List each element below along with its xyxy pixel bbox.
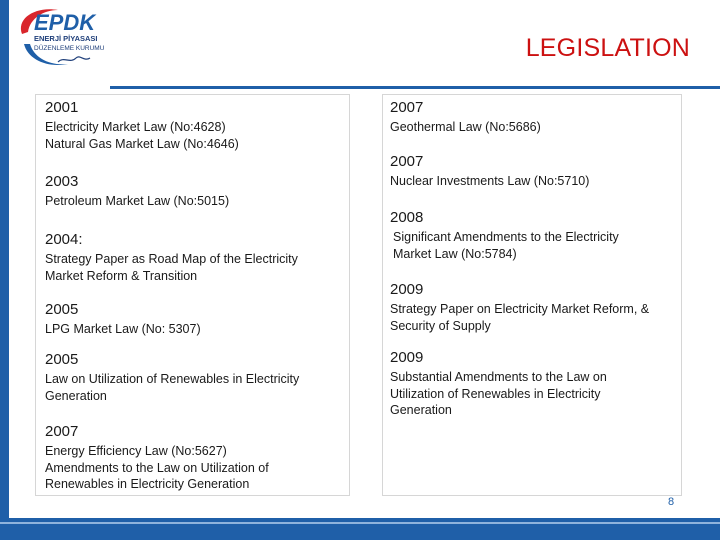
entry-year: 2009 — [390, 281, 424, 298]
entry-description: Substantial Amendments to the Law on Utilization of Renewables in Electricity Generation — [390, 370, 607, 417]
left-legislation-panel — [35, 94, 350, 496]
legislation-entry — [390, 153, 675, 190]
logo-line-1: ENERJİ PİYASASI — [34, 34, 98, 43]
entry-description: Nuclear Investments Law (No:5710) — [390, 174, 590, 188]
entry-description: Energy Efficiency Law (No:5627) Amendments to the Law on Utilization of Renewables in Electricity Generation — [45, 444, 269, 491]
legislation-entry — [45, 231, 315, 284]
footer-stripe — [0, 522, 720, 524]
entry-year: 2008 — [390, 209, 424, 226]
entry-year: 2005 — [45, 351, 79, 368]
legislation-entry — [45, 423, 289, 493]
entry-description: LPG Market Law (No: 5307) — [45, 322, 201, 336]
entry-year: 2001 — [45, 99, 79, 116]
entry-description: Significant Amendments to the Electricity Market Law (No:5784) — [393, 230, 619, 261]
legislation-entry — [390, 99, 675, 136]
left-accent-bar — [0, 0, 9, 518]
entry-description: Strategy Paper on Electricity Market Reform, & Security of Supply — [390, 302, 650, 333]
slide-title: LEGISLATION — [525, 34, 690, 62]
entry-description: Electricity Market Law (No:4628) Natural Gas Market Law (No:4646) — [45, 120, 239, 151]
legislation-entry — [390, 209, 651, 262]
entry-description: Strategy Paper as Road Map of the Electricity Market Reform & Transition — [45, 252, 298, 283]
legislation-entry — [45, 351, 325, 404]
epdk-logo — [14, 4, 134, 78]
entry-description: Law on Utilization of Renewables in Electricity Generation — [45, 372, 300, 403]
legislation-entry — [390, 281, 667, 334]
header-divider — [110, 86, 720, 89]
entry-year: 2007 — [390, 99, 424, 116]
page-number: 8 — [668, 496, 675, 508]
entry-year: 2009 — [390, 349, 424, 366]
footer-bar — [0, 518, 720, 540]
right-legislation-panel — [382, 94, 682, 496]
legislation-entry — [390, 349, 641, 419]
entry-year: 2007 — [390, 153, 424, 170]
entry-description: Petroleum Market Law (No:5015) — [45, 194, 230, 208]
entry-year: 2003 — [45, 173, 79, 190]
logo-acronym: EPDK — [34, 10, 96, 35]
logo-line-2: DÜZENLEME KURUMU — [34, 45, 105, 52]
entry-description: Geothermal Law (No:5686) — [390, 120, 541, 134]
entry-year: 2004: — [45, 231, 83, 248]
legislation-entry — [45, 301, 343, 338]
legislation-entry — [45, 99, 343, 152]
entry-year: 2007 — [45, 423, 79, 440]
entry-year: 2005 — [45, 301, 79, 318]
legislation-entry — [45, 173, 343, 210]
